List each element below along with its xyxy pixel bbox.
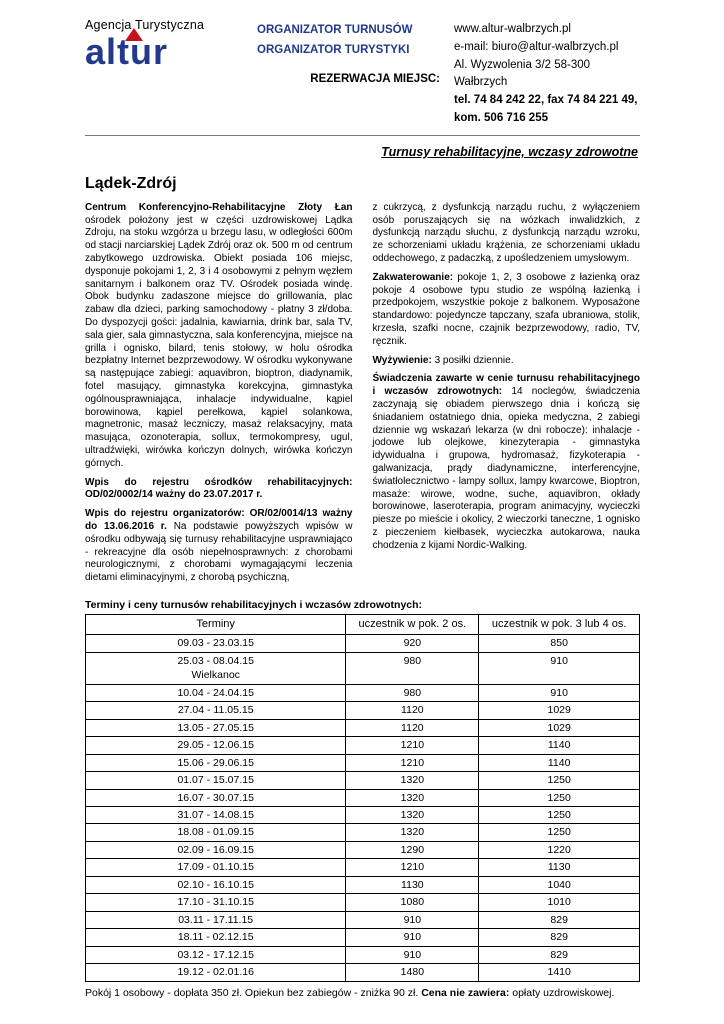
logo-block [85, 18, 257, 70]
price-table-body [86, 635, 640, 982]
price-table [85, 614, 640, 982]
organizer-line-2: ORGANIZATOR TURYSTYKI [257, 43, 410, 56]
organizer-line-1: ORGANIZATOR TURNUSÓW [257, 24, 413, 36]
address-text: Al. Wyzwolenia 3/2 58-300 Wałbrzych [454, 58, 591, 89]
price-2os-cell: 920 [346, 635, 479, 652]
price-2os-cell: 910 [346, 946, 479, 963]
price-row [86, 841, 640, 858]
text-run-bold: Wpis do rejestru organizatorów: OR/02/0014/13 ważny do 13.06.2016 r. [85, 508, 353, 532]
price-table-title: Terminy i ceny turnusów rehabilitacyjnych i wczasów zdrowotnych: [85, 598, 423, 611]
price-2os-cell: 980 [346, 652, 479, 684]
text-run-bold: Centrum Konferencyjno-Rehabilitacyjne Złoty Łan [85, 201, 353, 213]
body-columns [85, 202, 640, 591]
price-2os-cell: 980 [346, 684, 479, 701]
price-3-4os-cell: 1250 [479, 789, 640, 806]
price-3-4os-cell: 1220 [479, 841, 640, 858]
price-2os-cell: 1320 [346, 824, 479, 841]
price-row [86, 772, 640, 789]
term-cell: 10.04 - 24.04.15 [86, 684, 346, 701]
price-row [86, 754, 640, 771]
price-row [86, 964, 640, 981]
price-3-4os-cell: 1250 [479, 824, 640, 841]
price-3-4os-cell: 1250 [479, 807, 640, 824]
text-run-bold: Świadczenia zawarte w cenie turnusu rehabilitacyjnego i wczasów zdrowotnych: [372, 373, 640, 398]
price-3-4os-cell: 1040 [479, 876, 640, 893]
price-3-4os-cell: 850 [479, 635, 640, 652]
price-row [86, 737, 640, 754]
price-2os-cell: 910 [346, 929, 479, 946]
price-3-4os-cell: 1140 [479, 737, 640, 754]
price-2os-cell: 1320 [346, 807, 479, 824]
term-cell: 17.09 - 01.10.15 [86, 859, 346, 876]
altur-logo [85, 31, 257, 72]
footer-note [85, 986, 640, 1000]
price-2os-cell: 1320 [346, 789, 479, 806]
term-cell: 03.11 - 17.11.15 [86, 911, 346, 928]
paragraph [373, 272, 641, 349]
paragraph [373, 373, 641, 552]
text-run: 3 posiłki dziennie. [434, 354, 514, 366]
paragraph [85, 202, 353, 471]
term-cell: 27.04 - 11.05.15 [86, 702, 346, 719]
text-run-bold: Cena nie zawiera: [421, 986, 513, 999]
term-cell: 15.06 - 29.06.15 [86, 754, 346, 771]
paragraph [85, 477, 353, 503]
text-run: Pokój 1 osobowy - dopłata 350 zł. Opiekun bez zabiegów - zniżka 90 zł. [85, 986, 422, 999]
price-row [86, 946, 640, 963]
term-cell: 18.08 - 01.09.15 [86, 824, 346, 841]
header-price-3-4os: uczestnik w pok. 3 lub 4 os. [479, 614, 640, 634]
term-cell: 16.07 - 30.07.15 [86, 789, 346, 806]
logo-red-roof-icon [125, 28, 143, 41]
text-run-bold: Wpis do rejestru ośrodków rehabilitacyjnych: OD/02/0002/14 ważny do 23.07.2017 r. [85, 476, 353, 501]
text-run: 14 noclegów, świadczenia zaczynają się obiadem pierwszego dnia i kończą się śniadaniem ostatniego dnia, opieka medyczna, 2 zabiegi dziennie wg wskazań lekarza (w dni robocze): inhalacje - jodowe lub olejkowe, kinezyterapia - gimnastyka idywidualna i grupowa, hydromasaż, fizykoterapia - galwanizacja, prądy diadynamiczne, interferencyjne, światłolecznictwo - lampy sollux, lampy kwarcowe, Bioptron, masaże: wirowe, wodne, suche, aquavibron, okłady borowinowe, laseroterapia, program animacyjny, wycieczki piesze po mieście i okolicy, 2 wieczorki taneczne, 1 ognisko z pieczeniem kiełbasek, wycieczka autokarowa, nauka chodzenia z kijami Nordic-Walking. [372, 386, 640, 551]
price-2os-cell: 1210 [346, 859, 479, 876]
email-text: e-mail: biuro@altur-walbrzych.pl [454, 40, 619, 53]
price-table-head [86, 614, 640, 634]
term-cell: 13.05 - 27.05.15 [86, 719, 346, 736]
price-3-4os-cell: 1410 [479, 964, 640, 981]
right-column [373, 202, 641, 591]
price-2os-cell: 1130 [346, 876, 479, 893]
price-3-4os-cell: 1010 [479, 894, 640, 911]
price-2os-cell: 1120 [346, 702, 479, 719]
price-3-4os-cell: 1140 [479, 754, 640, 771]
header-terms: Terminy [86, 614, 346, 634]
price-2os-cell: 1080 [346, 894, 479, 911]
phone-numbers-text: tel. 74 84 242 22, fax 74 84 221 49, kom. 506 716 255 [454, 94, 638, 125]
term-cell: 01.07 - 15.07.15 [86, 772, 346, 789]
price-3-4os-cell: 1250 [479, 772, 640, 789]
left-column [85, 202, 353, 591]
price-2os-cell: 1210 [346, 754, 479, 771]
agency-label: Agencja Turystyczna [85, 18, 205, 32]
term-cell: 19.12 - 02.01.16 [86, 964, 346, 981]
letterhead [85, 18, 640, 128]
paragraph [373, 355, 641, 368]
paragraph [373, 202, 641, 266]
price-2os-cell: 1290 [346, 841, 479, 858]
term-cell: 17.10 - 31.10.15 [86, 894, 346, 911]
website-text: www.altur-walbrzych.pl [454, 23, 571, 35]
term-cell: 25.03 - 08.04.15 Wielkanoc [86, 652, 346, 684]
page-title: Turnusy rehabilitacyjne, wczasy zdrowotne [381, 144, 638, 159]
reservation-label: REZERWACJA MIEJSC: [310, 73, 440, 86]
contact-block [440, 18, 640, 128]
price-row [86, 652, 640, 684]
text-run: Na podstawie powyższych wpisów w ośrodku odbywają się turnusy rehabilitacyjne usprawniająco - rekreacyjne dla osób niepełnosprawnych: z chorobami neurologicznymi, z chorobami wymagającymi leczenia dietami eliminacyjnymi, z chorobą psychiczną, [85, 521, 353, 584]
price-2os-cell: 1120 [346, 719, 479, 736]
price-row [86, 719, 640, 736]
price-row [86, 807, 640, 824]
price-2os-cell: 1480 [346, 964, 479, 981]
resort-name-heading: Lądek-Zdrój [85, 174, 177, 192]
price-3-4os-cell: 829 [479, 929, 640, 946]
term-cell: 02.09 - 16.09.15 [86, 841, 346, 858]
price-row [86, 859, 640, 876]
term-cell: 02.10 - 16.10.15 [86, 876, 346, 893]
text-run: ośrodek położony jest w części uzdrowiskowej Lądka Zdroju, na stoku wzgórza u brzegu lasu, w odległości 600m od stacji narciarskiej Lądek Zdrój oraz ok. 500 m od centrum zabytkowego uzdrowiska. Obiekt posiada 106 miejsc, dysponuje pokojami 1, 2, 3 i 4 osobowymi z pełnym węzłem sanitarnym i balkonem oraz TV. Ośrodek posiada windę. Obok budynku zadaszone miejsce do grillowania, plac zabaw dla dzieci, parking samochodowy - płatny 3 zł/doba. Do dyspozycji gości: jadalnia, kawiarnia, drink bar, sala TV, sala gier, sala gimnastyczna, sala konferencyjna, miejsce na grilla i ognisko, bilard, tenis stołowy, w holu ośrodka bezpłatny Internet bezprzewodowy. W ośrodku wykonywane są następujące zabiegi: aquavibron, bioptron, diadynamik, fotel masujący, gimnastyka korekcyjna, gimnastyka ogólnousprawniająca, inhalacje indywidualne, kąpiel borowinowa, kąpiel perełkowa, kąpiel solankowa, magnetronic, masaż leczniczy, masaż relaksacyjny, mata masująca, ozonoterapia, sollux, termokompresy, ugul, ultradźwięki, wirówka kończyn dolnych, wirówka kończyn górnych. [85, 214, 353, 469]
header-divider [85, 135, 640, 136]
price-2os-cell: 1210 [346, 737, 479, 754]
term-cell: 09.03 - 23.03.15 [86, 635, 346, 652]
logo-text: altur [85, 31, 169, 72]
price-row [86, 702, 640, 719]
price-row [86, 876, 640, 893]
header-price-2os: uczestnik w pok. 2 os. [346, 614, 479, 634]
text-run-bold: Zakwaterowanie: [372, 271, 458, 283]
price-3-4os-cell: 1130 [479, 859, 640, 876]
text-run: z cukrzycą, z dysfunkcją narządu ruchu, z wyłączeniem osób poruszających się na wózkach inwalidzkich, z dysfunkcją narządu słuchu, z dysfunkcją narządu wzroku, ze schorzeniami układu krążenia, ze schorzeniami układu oddechowego, z padaczką, z upośledzeniem umysłowym. [372, 201, 640, 265]
term-cell: 29.05 - 12.06.15 [86, 737, 346, 754]
term-cell: 18.11 - 02.12.15 [86, 929, 346, 946]
price-3-4os-cell: 1029 [479, 719, 640, 736]
term-cell: 31.07 - 14.08.15 [86, 807, 346, 824]
text-run: pokoje 1, 2, 3 osobowe z łazienką oraz pokoje 4 osobowe typu studio ze wspólną łazienką i przedpokojem, wszystkie pokoje z balkonem. Wyposażone standardowo: pojedyncze tapczany, szafa ubraniowa, stolik, krzesła, szafki nocne, czajnik bezprzewodowy, radio, TV, ręcznik. [372, 271, 640, 347]
price-row [86, 894, 640, 911]
text-run: opłaty uzdrowiskowej. [512, 986, 615, 999]
price-row [86, 824, 640, 841]
price-row [86, 911, 640, 928]
price-3-4os-cell: 910 [479, 652, 640, 684]
organizer-block [257, 18, 440, 85]
price-3-4os-cell: 1029 [479, 702, 640, 719]
price-2os-cell: 910 [346, 911, 479, 928]
price-table-header-row [86, 614, 640, 634]
text-run-bold: Wyżywienie: [372, 354, 435, 366]
price-3-4os-cell: 829 [479, 946, 640, 963]
price-3-4os-cell: 829 [479, 911, 640, 928]
paragraph [85, 508, 353, 585]
term-cell: 03.12 - 17.12.15 [86, 946, 346, 963]
price-row [86, 684, 640, 701]
term-note: Wielkanoc [191, 669, 240, 682]
price-row [86, 635, 640, 652]
price-2os-cell: 1320 [346, 772, 479, 789]
price-row [86, 929, 640, 946]
price-row [86, 789, 640, 806]
price-3-4os-cell: 910 [479, 684, 640, 701]
